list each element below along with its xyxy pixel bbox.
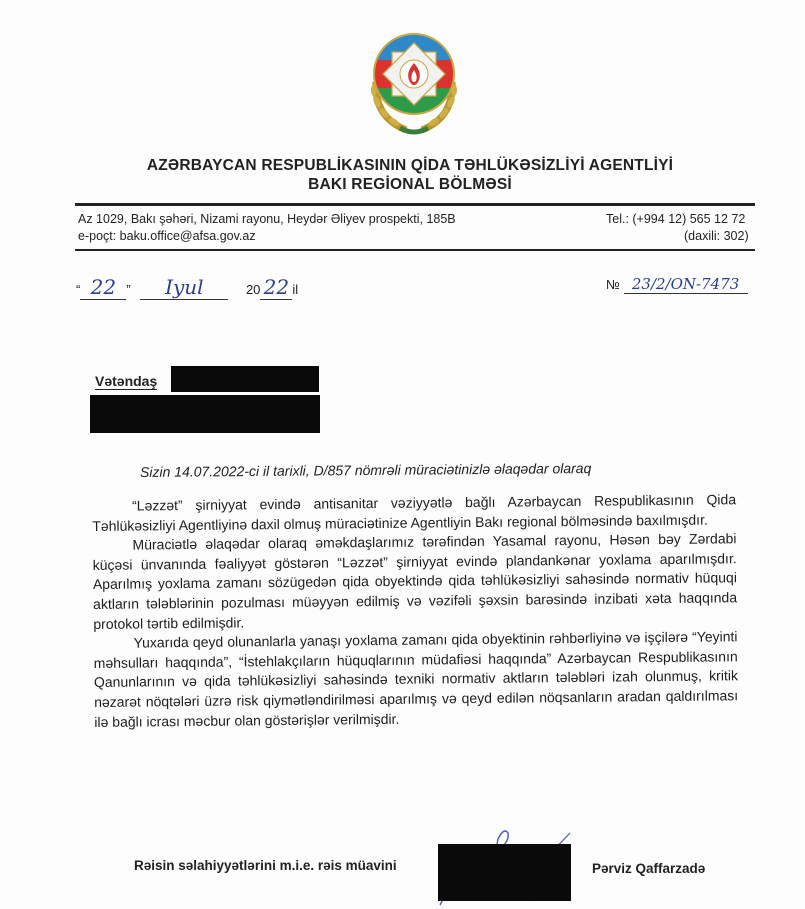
phone-line: Tel.: (+994 12) 565 12 72 xyxy=(606,212,746,226)
date-quote-open: “ xyxy=(76,282,81,297)
signatory-name: Pərviz Qaffarzadə xyxy=(592,861,706,876)
signature-redaction xyxy=(438,844,571,901)
signatory-title: Rəisin səlahiyyətlərini m.i.e. rəis müavini xyxy=(134,858,397,873)
azerbaijan-state-emblem-icon xyxy=(360,22,468,140)
recipient-address-redaction xyxy=(90,395,320,433)
date-day: 22 xyxy=(90,275,117,299)
reference-value: 23/2/ON-7473 xyxy=(631,275,740,293)
header-divider-bottom xyxy=(75,249,755,251)
date-year-unit: il xyxy=(292,282,299,297)
date-quote-close: ” xyxy=(126,282,131,297)
agency-name: AZƏRBAYCAN RESPUBLİKASININ QİDA TƏHLÜKƏSİZLİYİ AGENTLİYİ xyxy=(146,157,674,174)
address-line: Az 1029, Bakı şəhəri, Nizami rayonu, Heydər Əliyev prospekti, 185B xyxy=(78,212,456,226)
letter-date xyxy=(76,275,298,300)
body-paragraph: Müraciətlə əlaqədar olaraq əməkdaşlarımız tərəfindən Yasamal rayonu, Həsən bəy Zərdabi küçəsi ünvanında fəaliyyət göstərən “Ləzzət” şirniyyat evində plandankənar yoxlama aparılmışdır. Aparılmış yoxlama zamanı sözügedən qida obyektində qida təhlükəsizliyi sahəsində normativ hüquqi aktların tələblərinin pozulması müəyyən edilmiş və vəzifəli şəxsin barəsində inzibati xəta haqqında protokol tərtib edilmişdir. xyxy=(92,530,738,632)
body-paragraph: “Ləzzət” şirniyyat evində antisanitar vəziyyətlə bağlı Azərbaycan Respublikasının Qida Təhlükəsizliyi Agentliyinə daxil olmuş müraciətinize Agentliyin Bakı regional bölməsində baxılmışdır. xyxy=(92,491,737,534)
recipient-label: Vətəndaş xyxy=(95,373,158,389)
reference-label: № xyxy=(606,277,620,292)
reference-number xyxy=(606,275,748,294)
recipient-name-redaction xyxy=(171,366,319,392)
agency-division: BAKI REGİONAL BÖLMƏSİ xyxy=(308,176,512,193)
email-line: e-poçt: baku.office@afsa.gov.az xyxy=(78,229,256,243)
date-year-prefix: 20 xyxy=(245,282,261,297)
letter-subject: Sizin 14.07.2022-ci il tarixli, D/857 nömrəli müraciətinizlə əlaqədar olaraq xyxy=(139,460,592,480)
header-divider xyxy=(75,203,755,206)
letter-body xyxy=(92,490,738,732)
body-paragraph: Yuxarıda qeyd olunanlarla yanaşı yoxlama zamanı qida obyektinin rəhbərliyinə və işçilərə “Yeyinti məhsulları haqqında”, “İstehlakçıların hüquqlarının müdafiəsi haqqında” Azərbaycan Respublikasının Qanunlarının və qida təhlükəsizliyi sahəsində texniki normativ aktların tələbləri izah olunmuş, kritik nəzarət nöqtələri üzrə risk qiymətləndirilməsi aparılmış və qeyd edilən nöqsanların aradan qaldırılması ilə bağlı icrası məcbur olan göstərişlər verilmişdir. xyxy=(93,628,739,730)
date-year-suffix: 22 xyxy=(263,275,290,299)
phone-extension: (daxili: 302) xyxy=(684,229,749,243)
date-month: Iyul xyxy=(165,275,204,299)
